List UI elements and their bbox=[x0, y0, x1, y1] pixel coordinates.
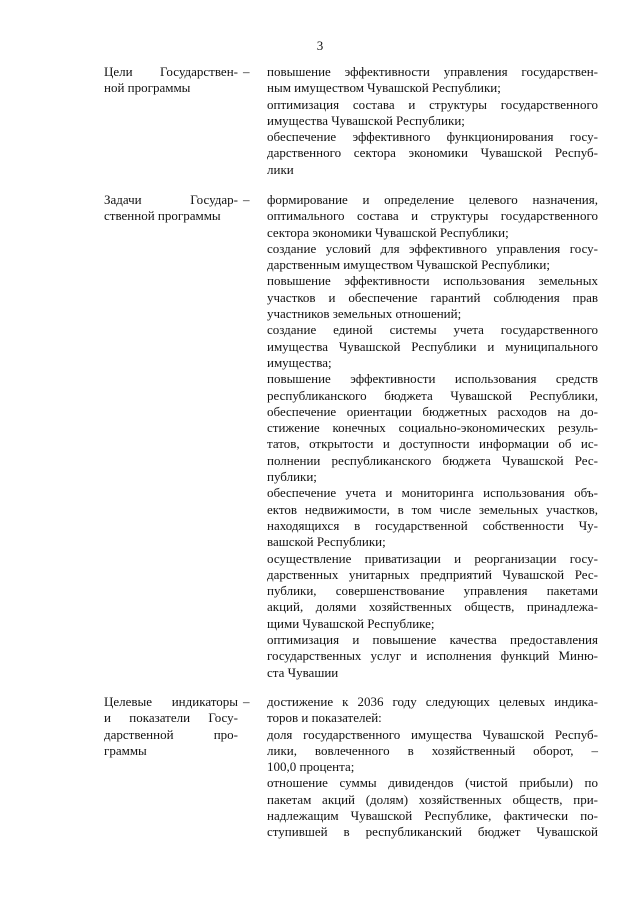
content-line: лики bbox=[267, 161, 294, 177]
label-line: Цели Государствен- bbox=[104, 64, 238, 79]
content-line: полнении республиканского бюджета Чувашской Рес- bbox=[267, 452, 598, 468]
content-line: участков и обеспечение гарантий соблюдения прав bbox=[267, 289, 598, 305]
content-line: республиканского бюджета Чувашской Республики, bbox=[267, 387, 598, 403]
content-line: повышение эффективности использования средств bbox=[267, 371, 598, 387]
content-line: находящихся в государственной собственности Чу- bbox=[267, 517, 598, 533]
content-line: осуществление приватизации и реорганизации госу- bbox=[267, 550, 598, 566]
content-line: оптимизация и повышение качества предоставления bbox=[267, 632, 598, 648]
content-line: 100,0 процента; bbox=[267, 759, 355, 775]
content-line: достижение к 2036 году следующих целевых индика- bbox=[267, 694, 598, 709]
content-line: лики, вовлеченного в хозяйственный оборот, – bbox=[267, 742, 598, 758]
content-line: стижение конечных социально-экономических резуль- bbox=[267, 420, 598, 436]
content-line: обеспечение ориентации бюджетных расходов на до- bbox=[267, 403, 598, 419]
content-line: дарственного сектора экономики Чувашской Респуб- bbox=[267, 145, 598, 161]
section-content bbox=[267, 64, 598, 178]
content-line: дарственных унитарных предприятий Чувашской Рес- bbox=[267, 566, 598, 582]
content-line: вашской Республики; bbox=[267, 534, 386, 550]
label-line: и показатели Госу- bbox=[104, 710, 238, 726]
content-line: повышение эффективности использования земельных bbox=[267, 273, 598, 289]
content-line: повышение эффективности управления государствен- bbox=[267, 64, 598, 79]
section-label bbox=[104, 694, 238, 759]
label-line: Целевые индикаторы bbox=[104, 694, 238, 709]
content-line: обеспечение учета и мониторинга использования объ- bbox=[267, 485, 598, 501]
section-content bbox=[267, 694, 598, 841]
label-line: ственной программы bbox=[104, 208, 221, 224]
content-line: ектов недвижимости, в том числе земельных участков, bbox=[267, 501, 598, 517]
content-line: пакетам акций (долям) хозяйственных обществ, при- bbox=[267, 791, 598, 807]
label-line: дарственной про- bbox=[104, 726, 238, 742]
content-line: сектора экономики Чувашской Республики; bbox=[267, 224, 509, 240]
content-line: создание условий для эффективного управления госу- bbox=[267, 240, 598, 256]
content-line: щими Чувашской Республике; bbox=[267, 615, 435, 631]
section-label bbox=[104, 192, 238, 225]
label-line: граммы bbox=[104, 742, 147, 758]
content-line: имущества Чувашской Республики; bbox=[267, 112, 465, 128]
section-dash: – bbox=[243, 64, 250, 79]
content-line: надлежащим Чувашской Республике, фактически по- bbox=[267, 808, 598, 824]
content-line: государственных услуг и исполнения функций Миню- bbox=[267, 648, 598, 664]
content-line: акций, долями хозяйственных обществ, принадлежа- bbox=[267, 599, 598, 615]
label-line: ной программы bbox=[104, 80, 191, 96]
content-line: ным имуществом Чувашской Республики; bbox=[267, 80, 501, 96]
content-line: формирование и определение целевого назначения, bbox=[267, 192, 598, 207]
content-line: ступившей в республиканский бюджет Чувашской bbox=[267, 824, 598, 840]
content-line: дарственным имуществом Чувашской Республики; bbox=[267, 257, 550, 273]
content-line: публики; bbox=[267, 469, 317, 485]
section-dash: – bbox=[243, 694, 250, 709]
content-line: торов и показателей: bbox=[267, 710, 382, 726]
content-line: татов, открытости и доступности информации об ис- bbox=[267, 436, 598, 452]
section-label bbox=[104, 64, 238, 97]
label-line: Задачи Государ- bbox=[104, 192, 238, 207]
content-line: оптимизация состава и структуры государственного bbox=[267, 96, 598, 112]
content-line: имущества Чувашской Республики и муниципального bbox=[267, 338, 598, 354]
content-line: отношение суммы дивидендов (чистой прибыли) по bbox=[267, 775, 598, 791]
content-line: имущества; bbox=[267, 354, 332, 370]
content-line: оптимального состава и структуры государственного bbox=[267, 208, 598, 224]
content-line: участников земельных отношений; bbox=[267, 306, 462, 322]
content-line: публики, совершенствование управления пакетами bbox=[267, 583, 598, 599]
page-number: 3 bbox=[316, 38, 324, 53]
content-line: доля государственного имущества Чувашской Респуб- bbox=[267, 726, 598, 742]
content-line: ста Чувашии bbox=[267, 664, 339, 680]
section-content bbox=[267, 192, 598, 681]
content-line: обеспечение эффективного функционирования госу- bbox=[267, 129, 598, 145]
content-line: создание единой системы учета государственного bbox=[267, 322, 598, 338]
section-dash: – bbox=[243, 192, 250, 207]
